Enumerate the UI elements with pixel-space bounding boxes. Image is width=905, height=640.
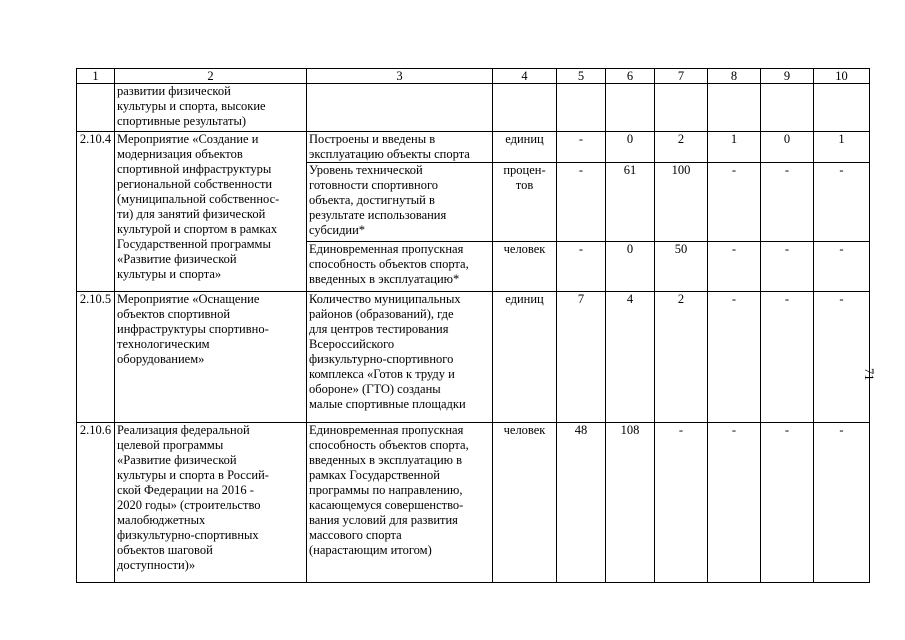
value-cell: - (814, 163, 870, 242)
unit-cell: единиц (493, 292, 557, 423)
indicator-cell: Построены и введены в эксплуатацию объекты спорта (307, 132, 493, 163)
value-cell: - (761, 163, 814, 242)
unit-cell: человек (493, 423, 557, 583)
value-cell: 2 (655, 292, 708, 423)
event-cell: Мероприятие «Оснащение объектов спортивной инфраструктуры спортивно- технологическим оборудованием» (115, 292, 307, 423)
indicator-cell: Уровень технической готовности спортивного объекта, достигнутый в результате использования субсидии* (307, 163, 493, 242)
column-header: 3 (307, 69, 493, 84)
value-cell: - (761, 423, 814, 583)
value-cell: - (761, 242, 814, 292)
value-cell: - (557, 242, 606, 292)
value-cell: 108 (606, 423, 655, 583)
header-row (77, 69, 870, 84)
page-number: 71 (862, 368, 876, 381)
value-cell: - (557, 163, 606, 242)
value-cell: 0 (606, 132, 655, 163)
column-header: 1 (77, 69, 115, 84)
value-cell: - (557, 132, 606, 163)
unit-cell: человек (493, 242, 557, 292)
value-cell: - (708, 423, 761, 583)
value-cell: - (814, 423, 870, 583)
indicator-cell: Количество муниципальных районов (образований), где для центров тестирования Всероссийского физкультурно-спортивного комплекса «Готов к труду и обороне» (ГТО) созданы малые спортивные площадки (307, 292, 493, 423)
value-cell: - (708, 163, 761, 242)
column-header: 5 (557, 69, 606, 84)
table-row (77, 423, 870, 583)
value-cell: - (708, 242, 761, 292)
value-cell: - (814, 242, 870, 292)
column-header: 2 (115, 69, 307, 84)
unit-cell: единиц (493, 132, 557, 163)
value-cell: 0 (761, 132, 814, 163)
column-header: 8 (708, 69, 761, 84)
value-cell: 0 (606, 242, 655, 292)
row-number: 2.10.6 (77, 423, 115, 583)
column-header: 7 (655, 69, 708, 84)
column-header: 4 (493, 69, 557, 84)
indicator-cell: Единовременная пропускная способность объектов спорта, введенных в эксплуатацию в рамках Государственной программы по направлению, касающемуся совершенство- вания условий для развития массового спорта (нарастающим итогом) (307, 423, 493, 583)
value-cell: 4 (606, 292, 655, 423)
value-cell: 1 (708, 132, 761, 163)
value-cell: - (761, 292, 814, 423)
value-cell: 1 (814, 132, 870, 163)
value-cell: - (655, 423, 708, 583)
column-header: 10 (814, 69, 870, 84)
event-cell (115, 132, 307, 292)
column-header: 6 (606, 69, 655, 84)
value-cell: 7 (557, 292, 606, 423)
value-cell: 50 (655, 242, 708, 292)
value-cell: 48 (557, 423, 606, 583)
value-cell: - (708, 292, 761, 423)
column-header: 9 (761, 69, 814, 84)
event-text: Мероприятие «Создание и модернизация объектов спортивной инфраструктуры региональной собственности (муниципальной собственнос- ти) для занятий физической культурой и спортом в рамках Государственной программы «Развитие физической культуры и спорта» (117, 132, 280, 281)
row-number: 2.10.4 (77, 132, 115, 292)
table-row (77, 132, 870, 163)
value-cell: 100 (655, 163, 708, 242)
event-text: развитии физической культуры и спорта, высокие спортивные результаты) (117, 84, 266, 128)
table-row-continuation (77, 84, 870, 132)
value-cell: - (814, 292, 870, 423)
event-cell: Реализация федеральной целевой программы «Развитие физической культуры и спорта в Россий- ской Федерации на 2016 - 2020 годы» (строительство малобюджетных физкультурно-спортивных объектов шаговой доступности)» (115, 423, 307, 583)
value-cell: 2 (655, 132, 708, 163)
unit-cell: процен- тов (493, 163, 557, 242)
indicators-table (76, 68, 870, 583)
row-number: 2.10.5 (77, 292, 115, 423)
indicator-cell: Единовременная пропускная способность объектов спорта, введенных в эксплуатацию* (307, 242, 493, 292)
table-row (77, 292, 870, 423)
event-cell (115, 84, 307, 132)
value-cell: 61 (606, 163, 655, 242)
